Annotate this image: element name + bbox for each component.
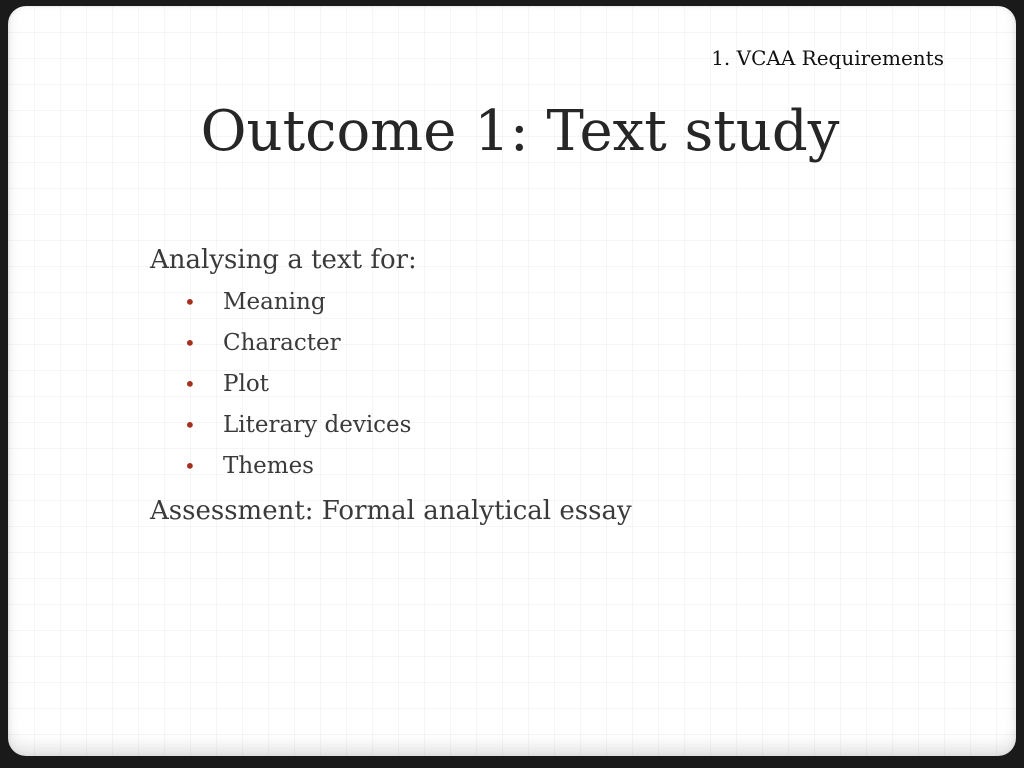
bullet-list: [150, 282, 632, 487]
bullet-label: Character: [223, 330, 341, 356]
bullet-item-meaning: [150, 282, 632, 323]
bullet-item-literary-devices: [150, 405, 632, 446]
bullet-label: Themes: [223, 453, 314, 479]
slide-body: [150, 242, 632, 529]
bullet-icon: •: [184, 372, 196, 396]
bullet-icon: •: [184, 331, 196, 355]
section-label: 1. VCAA Requirements: [711, 46, 944, 70]
bullet-item-character: [150, 323, 632, 364]
bullet-label: Plot: [223, 371, 269, 397]
bullet-item-plot: [150, 364, 632, 405]
bullet-icon: •: [184, 454, 196, 478]
intro-text: Analysing a text for:: [150, 245, 417, 275]
slide: [8, 6, 1016, 756]
bullet-label: Meaning: [223, 289, 326, 315]
bullet-icon: •: [184, 290, 196, 314]
assessment-text: Assessment: Formal analytical essay: [150, 496, 632, 526]
bullet-label: Literary devices: [223, 412, 412, 438]
bullet-icon: •: [184, 413, 196, 437]
bullet-item-themes: [150, 446, 632, 487]
slide-title: Outcome 1: Text study: [200, 99, 840, 164]
